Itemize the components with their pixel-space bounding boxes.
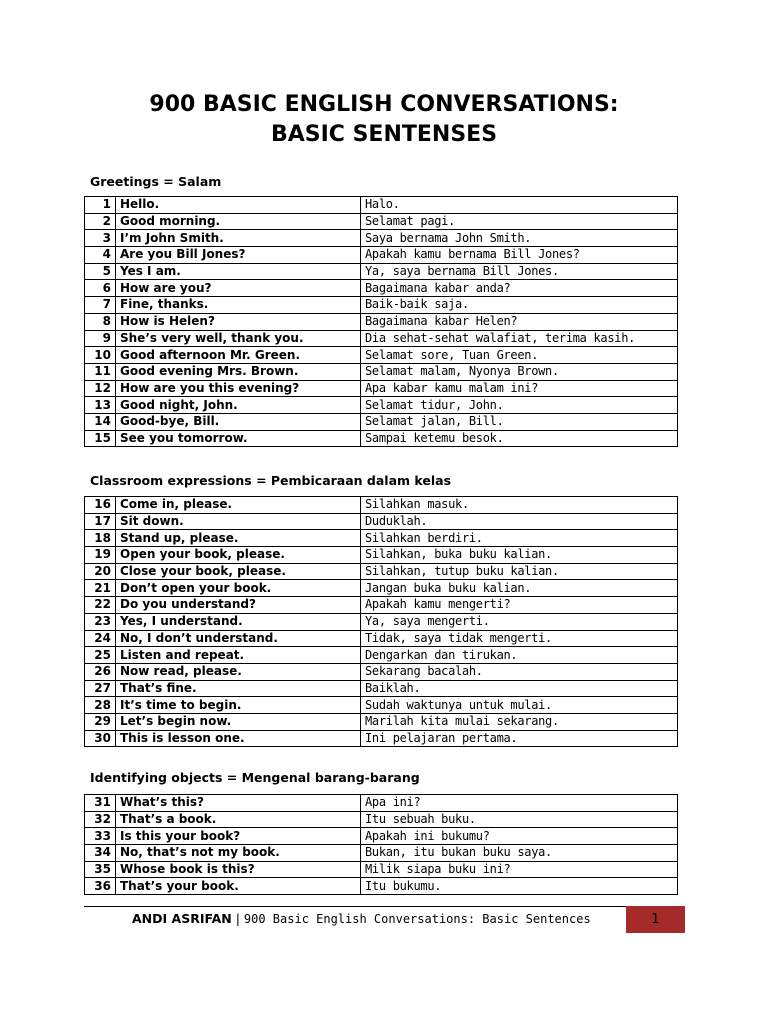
indonesian-translation: Selamat pagi. <box>361 213 678 230</box>
indonesian-translation: Halo. <box>361 197 678 214</box>
english-sentence: Yes, I understand. <box>116 613 361 630</box>
table-row <box>85 811 678 828</box>
table-row <box>85 263 678 280</box>
english-sentence: Fine, thanks. <box>116 297 361 314</box>
indonesian-translation: Milik siapa buku ini? <box>361 861 678 878</box>
english-sentence: That’s fine. <box>116 680 361 697</box>
english-sentence: What’s this? <box>116 795 361 812</box>
indonesian-translation: Apakah kamu mengerti? <box>361 597 678 614</box>
section-heading-classroom: Classroom expressions = Pembicaraan dalam kelas <box>90 473 452 488</box>
english-sentence: Open your book, please. <box>116 547 361 564</box>
indonesian-translation: Selamat jalan, Bill. <box>361 413 678 430</box>
table-row <box>85 397 678 414</box>
identifying-table <box>84 794 678 895</box>
row-number: 34 <box>85 845 116 862</box>
greetings-table <box>84 196 678 447</box>
row-number: 31 <box>85 795 116 812</box>
table-row <box>85 547 678 564</box>
table-row <box>85 363 678 380</box>
table-row <box>85 828 678 845</box>
english-sentence: I’m John Smith. <box>116 230 361 247</box>
title-line-1: 900 BASIC ENGLISH CONVERSATIONS: <box>149 92 619 117</box>
table-row <box>85 795 678 812</box>
table-row <box>85 861 678 878</box>
row-number: 33 <box>85 828 116 845</box>
indonesian-translation: Bukan, itu bukan buku saya. <box>361 845 678 862</box>
english-sentence: Good night, John. <box>116 397 361 414</box>
footer-text <box>132 911 591 926</box>
english-sentence: It’s time to begin. <box>116 697 361 714</box>
english-sentence: Are you Bill Jones? <box>116 247 361 264</box>
table-row <box>85 647 678 664</box>
table-row <box>85 280 678 297</box>
indonesian-translation: Bagaimana kabar anda? <box>361 280 678 297</box>
row-number: 14 <box>85 413 116 430</box>
row-number: 25 <box>85 647 116 664</box>
indonesian-translation: Selamat malam, Nyonya Brown. <box>361 363 678 380</box>
indonesian-translation: Apakah ini bukumu? <box>361 828 678 845</box>
row-number: 36 <box>85 878 116 895</box>
english-sentence: That’s a book. <box>116 811 361 828</box>
table-row <box>85 380 678 397</box>
row-number: 2 <box>85 213 116 230</box>
english-sentence: How are you this evening? <box>116 380 361 397</box>
row-number: 10 <box>85 347 116 364</box>
table-row <box>85 613 678 630</box>
indonesian-translation: Baik-baik saja. <box>361 297 678 314</box>
table-row <box>85 563 678 580</box>
row-number: 15 <box>85 430 116 447</box>
english-sentence: See you tomorrow. <box>116 430 361 447</box>
english-sentence: Do you understand? <box>116 597 361 614</box>
table-row <box>85 430 678 447</box>
english-sentence: How is Helen? <box>116 313 361 330</box>
row-number: 17 <box>85 513 116 530</box>
row-number: 24 <box>85 630 116 647</box>
row-number: 6 <box>85 280 116 297</box>
indonesian-translation: Ini pelajaran pertama. <box>361 730 678 747</box>
table-row <box>85 597 678 614</box>
indonesian-translation: Dia sehat-sehat walafiat, terima kasih. <box>361 330 678 347</box>
row-number: 35 <box>85 861 116 878</box>
row-number: 16 <box>85 497 116 514</box>
table-row <box>85 845 678 862</box>
indonesian-translation: Duduklah. <box>361 513 678 530</box>
indonesian-translation: Ya, saya mengerti. <box>361 613 678 630</box>
indonesian-translation: Baiklah. <box>361 680 678 697</box>
section-heading-greetings: Greetings = Salam <box>90 174 222 189</box>
english-sentence: Come in, please. <box>116 497 361 514</box>
row-number: 8 <box>85 313 116 330</box>
table-row <box>85 330 678 347</box>
page-number: 1 <box>651 912 660 927</box>
english-sentence: Don’t open your book. <box>116 580 361 597</box>
table-row <box>85 630 678 647</box>
row-number: 9 <box>85 330 116 347</box>
indonesian-translation: Itu sebuah buku. <box>361 811 678 828</box>
english-sentence: No, I don’t understand. <box>116 630 361 647</box>
indonesian-translation: Sudah waktunya untuk mulai. <box>361 697 678 714</box>
english-sentence: Now read, please. <box>116 663 361 680</box>
english-sentence: Listen and repeat. <box>116 647 361 664</box>
english-sentence: Good evening Mrs. Brown. <box>116 363 361 380</box>
footer-author: ANDI ASRIFAN <box>132 911 232 926</box>
row-number: 20 <box>85 563 116 580</box>
english-sentence: Whose book is this? <box>116 861 361 878</box>
table-row <box>85 313 678 330</box>
row-number: 21 <box>85 580 116 597</box>
row-number: 29 <box>85 713 116 730</box>
english-sentence: Hello. <box>116 197 361 214</box>
footer-separator: | <box>231 911 244 926</box>
indonesian-translation: Ya, saya bernama Bill Jones. <box>361 263 678 280</box>
english-sentence: How are you? <box>116 280 361 297</box>
indonesian-translation: Apa ini? <box>361 795 678 812</box>
table-row <box>85 197 678 214</box>
table-row <box>85 230 678 247</box>
row-number: 30 <box>85 730 116 747</box>
indonesian-translation: Silahkan berdiri. <box>361 530 678 547</box>
classroom-table <box>84 496 678 747</box>
table-row <box>85 530 678 547</box>
document-title <box>0 90 768 150</box>
english-sentence: This is lesson one. <box>116 730 361 747</box>
row-number: 3 <box>85 230 116 247</box>
indonesian-translation: Jangan buka buku kalian. <box>361 580 678 597</box>
english-sentence: Good-bye, Bill. <box>116 413 361 430</box>
row-number: 5 <box>85 263 116 280</box>
indonesian-translation: Silahkan masuk. <box>361 497 678 514</box>
table-row <box>85 497 678 514</box>
row-number: 1 <box>85 197 116 214</box>
indonesian-translation: Dengarkan dan tirukan. <box>361 647 678 664</box>
english-sentence: Close your book, please. <box>116 563 361 580</box>
table-row <box>85 513 678 530</box>
row-number: 32 <box>85 811 116 828</box>
table-row <box>85 730 678 747</box>
english-sentence: She’s very well, thank you. <box>116 330 361 347</box>
table-row <box>85 297 678 314</box>
indonesian-translation: Selamat tidur, John. <box>361 397 678 414</box>
english-sentence: Yes I am. <box>116 263 361 280</box>
row-number: 7 <box>85 297 116 314</box>
indonesian-translation: Itu bukumu. <box>361 878 678 895</box>
row-number: 28 <box>85 697 116 714</box>
row-number: 13 <box>85 397 116 414</box>
title-line-2: BASIC SENTENSES <box>270 122 498 147</box>
table-row <box>85 663 678 680</box>
row-number: 18 <box>85 530 116 547</box>
table-row <box>85 213 678 230</box>
indonesian-translation: Selamat sore, Tuan Green. <box>361 347 678 364</box>
page-number-box <box>626 906 685 933</box>
row-number: 23 <box>85 613 116 630</box>
indonesian-translation: Sampai ketemu besok. <box>361 430 678 447</box>
indonesian-translation: Saya bernama John Smith. <box>361 230 678 247</box>
row-number: 12 <box>85 380 116 397</box>
english-sentence: That’s your book. <box>116 878 361 895</box>
row-number: 11 <box>85 363 116 380</box>
row-number: 19 <box>85 547 116 564</box>
english-sentence: Stand up, please. <box>116 530 361 547</box>
english-sentence: No, that’s not my book. <box>116 845 361 862</box>
row-number: 22 <box>85 597 116 614</box>
row-number: 4 <box>85 247 116 264</box>
table-row <box>85 347 678 364</box>
section-heading-identifying: Identifying objects = Mengenal barang-barang <box>90 770 420 785</box>
indonesian-translation: Apa kabar kamu malam ini? <box>361 380 678 397</box>
table-row <box>85 878 678 895</box>
table-row <box>85 413 678 430</box>
table-row <box>85 580 678 597</box>
english-sentence: Good morning. <box>116 213 361 230</box>
table-row <box>85 697 678 714</box>
footer-divider <box>84 906 626 907</box>
table-row <box>85 713 678 730</box>
indonesian-translation: Silahkan, buka buku kalian. <box>361 547 678 564</box>
table-row <box>85 680 678 697</box>
indonesian-translation: Marilah kita mulai sekarang. <box>361 713 678 730</box>
row-number: 27 <box>85 680 116 697</box>
english-sentence: Sit down. <box>116 513 361 530</box>
indonesian-translation: Silahkan, tutup buku kalian. <box>361 563 678 580</box>
english-sentence: Let’s begin now. <box>116 713 361 730</box>
indonesian-translation: Tidak, saya tidak mengerti. <box>361 630 678 647</box>
table-row <box>85 247 678 264</box>
row-number: 26 <box>85 663 116 680</box>
indonesian-translation: Sekarang bacalah. <box>361 663 678 680</box>
footer-description: 900 Basic English Conversations: Basic Sentences <box>243 912 591 926</box>
indonesian-translation: Bagaimana kabar Helen? <box>361 313 678 330</box>
indonesian-translation: Apakah kamu bernama Bill Jones? <box>361 247 678 264</box>
english-sentence: Is this your book? <box>116 828 361 845</box>
english-sentence: Good afternoon Mr. Green. <box>116 347 361 364</box>
